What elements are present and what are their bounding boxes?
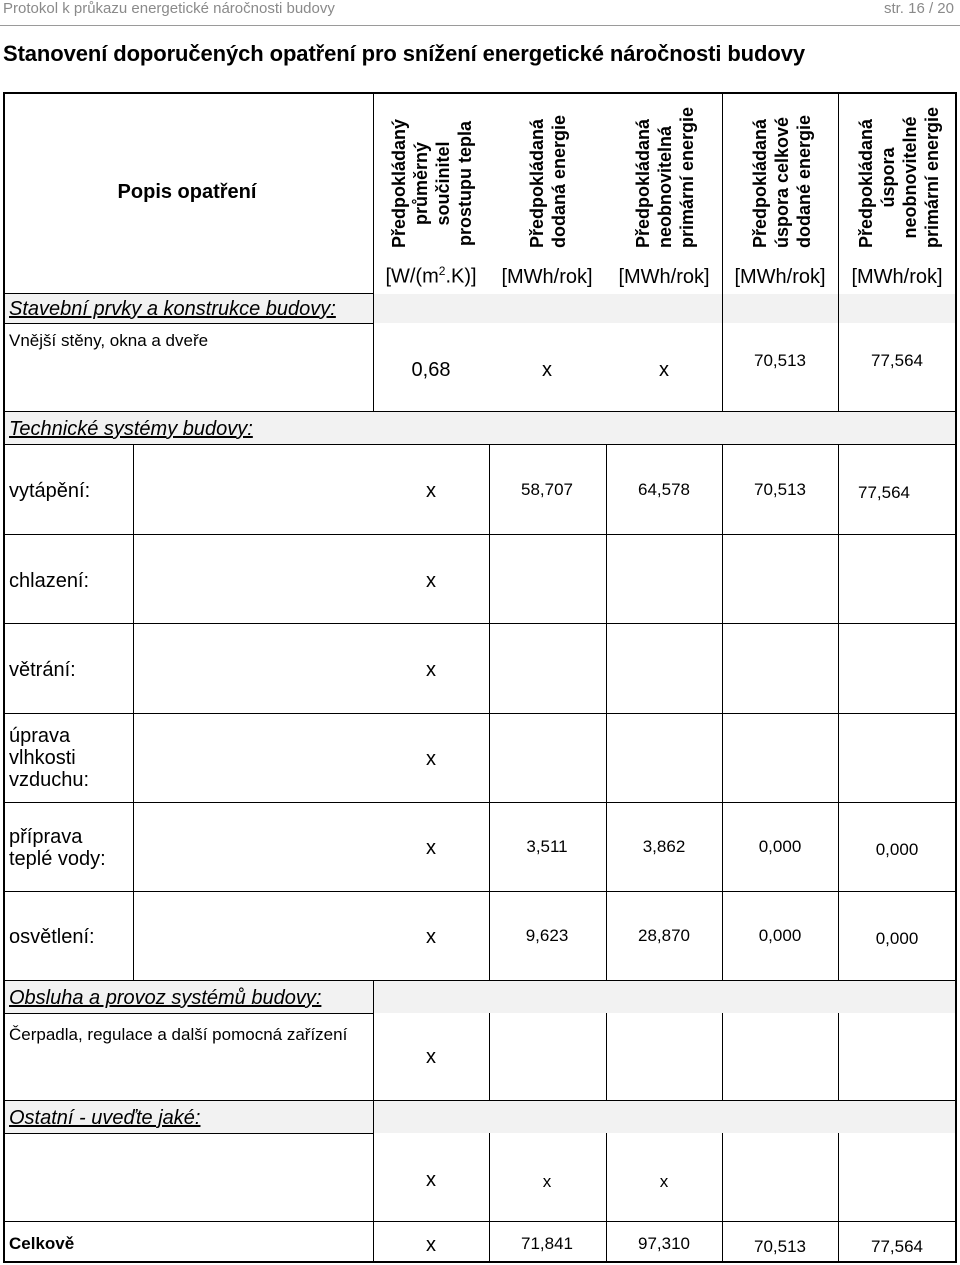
row-label-hot-water: příprava teplé vody: — [9, 826, 106, 870]
section-technical: Technické systémy budovy: — [9, 418, 253, 440]
section-building: Stavební prvky a konstrukce budovy: — [9, 298, 336, 320]
vline — [373, 981, 374, 1101]
vline — [489, 1013, 490, 1101]
vline — [838, 93, 839, 412]
vline — [838, 444, 839, 981]
column-header-delivered-energy: Předpokládaná dodaná energie — [527, 114, 569, 248]
hline — [3, 802, 957, 803]
vline — [133, 444, 134, 981]
hot-water-primary-savings: 0,000 — [875, 840, 919, 859]
unit-u-value: $[W/(m^2.K)]$ — [385, 264, 477, 288]
total-delivered: 71,841 — [521, 1234, 573, 1253]
total-delivered-savings: 70,513 — [754, 1237, 806, 1256]
vline — [722, 444, 723, 981]
table-border-left — [3, 93, 5, 1263]
table-border-right — [955, 93, 957, 1263]
heating-primary-savings: 77,564 — [858, 483, 910, 502]
vline — [489, 1133, 490, 1262]
vline — [838, 1133, 839, 1262]
row-label-heating: vytápění: — [9, 480, 91, 502]
hline — [3, 293, 374, 294]
ventilation-u-value: x — [426, 659, 436, 681]
hline — [3, 713, 957, 714]
hline — [3, 980, 957, 981]
humidity-u-value: x — [426, 748, 436, 770]
page-number: str. 16 / 20 — [883, 0, 954, 17]
hline — [3, 1221, 957, 1222]
heating-primary: 64,578 — [638, 480, 690, 499]
section-other: Ostatní - uveďte jaké: — [9, 1107, 201, 1129]
page-title: Stanovení doporučených opatření pro snížení energetické náročnosti budovy — [3, 41, 805, 66]
walls-primary-savings: 77,564 — [871, 351, 923, 370]
walls-u-value: 0,68 — [411, 359, 451, 381]
vline — [722, 1133, 723, 1262]
document-name: Protokol k průkazu energetické náročnosti budovy — [3, 0, 335, 17]
total-primary-savings: 77,564 — [871, 1237, 923, 1256]
row-label-total: Celkově — [9, 1234, 75, 1253]
hline — [3, 1133, 374, 1134]
lighting-u-value: x — [426, 926, 436, 948]
cooling-u-value: x — [426, 570, 436, 592]
walls-delivered-savings: 70,513 — [754, 351, 806, 370]
heating-delivered: 58,707 — [521, 480, 573, 499]
hot-water-primary: 3,862 — [642, 837, 686, 856]
description-header: Popis opatření — [117, 181, 257, 203]
table-border-bottom — [3, 1261, 957, 1263]
pumps-u-value: x — [426, 1046, 436, 1068]
other-u-value: x — [426, 1169, 436, 1191]
unit-primary-savings: [MWh/rok] — [851, 266, 943, 288]
unit-delivered-savings: [MWh/rok] — [734, 266, 826, 288]
unit-delivered-energy: [MWh/rok] — [501, 266, 593, 288]
lighting-primary-savings: 0,000 — [875, 929, 919, 948]
vline — [373, 93, 374, 412]
vline — [722, 93, 723, 412]
hline — [3, 411, 957, 412]
vline — [606, 1013, 607, 1101]
hline — [3, 891, 957, 892]
hline — [3, 444, 957, 445]
vline — [722, 1013, 723, 1101]
hline — [3, 623, 957, 624]
column-header-delivered-savings: Předpokládaná úspora celkové dodané energie — [750, 114, 814, 248]
column-header-u-value: Předpokládaný průměrný součinitel prostupu tepla — [389, 118, 475, 248]
row-label-cooling: chlazení: — [9, 570, 90, 592]
lighting-delivered-savings: 0,000 — [758, 926, 802, 945]
table-border-top — [3, 92, 957, 94]
walls-delivered: x — [542, 359, 552, 381]
lighting-delivered: 9,623 — [525, 926, 569, 945]
row-label-lighting: osvětlení: — [9, 926, 95, 948]
heating-delivered-savings: 70,513 — [754, 480, 806, 499]
hline — [3, 1013, 374, 1014]
row-label-walls: Vnější stěny, okna a dveře — [9, 331, 209, 350]
hline — [3, 1100, 957, 1101]
hot-water-u-value: x — [426, 837, 436, 859]
vline — [606, 1133, 607, 1262]
vline — [489, 444, 490, 981]
vline — [373, 1101, 374, 1262]
hline — [3, 323, 374, 324]
row-label-pumps: Čerpadla, regulace a další pomocná zařízení — [9, 1025, 348, 1044]
other-delivered: x — [542, 1172, 552, 1191]
hot-water-delivered: 3,511 — [526, 837, 568, 856]
other-primary: x — [659, 1172, 669, 1191]
total-primary: 97,310 — [638, 1234, 690, 1253]
heating-u-value: x — [426, 480, 436, 502]
walls-primary: x — [659, 359, 669, 381]
hot-water-delivered-savings: 0,000 — [758, 837, 802, 856]
row-label-humidity: úprava vlhkosti vzduchu: — [9, 725, 90, 791]
column-header-primary-energy: Předpokládaná neobnovitelná primární energie — [633, 106, 697, 248]
hline — [3, 534, 957, 535]
total-u-value: x — [426, 1234, 436, 1256]
column-header-primary-savings: Předpokládaná úspora neobnovitelné primární energie — [856, 106, 942, 248]
vline — [838, 1013, 839, 1101]
section-operation: Obsluha a provoz systémů budovy: — [9, 987, 322, 1009]
vline — [606, 444, 607, 981]
unit-primary-energy: [MWh/rok] — [618, 266, 710, 288]
row-label-ventilation: větrání: — [9, 659, 76, 681]
lighting-primary: 28,870 — [638, 926, 690, 945]
